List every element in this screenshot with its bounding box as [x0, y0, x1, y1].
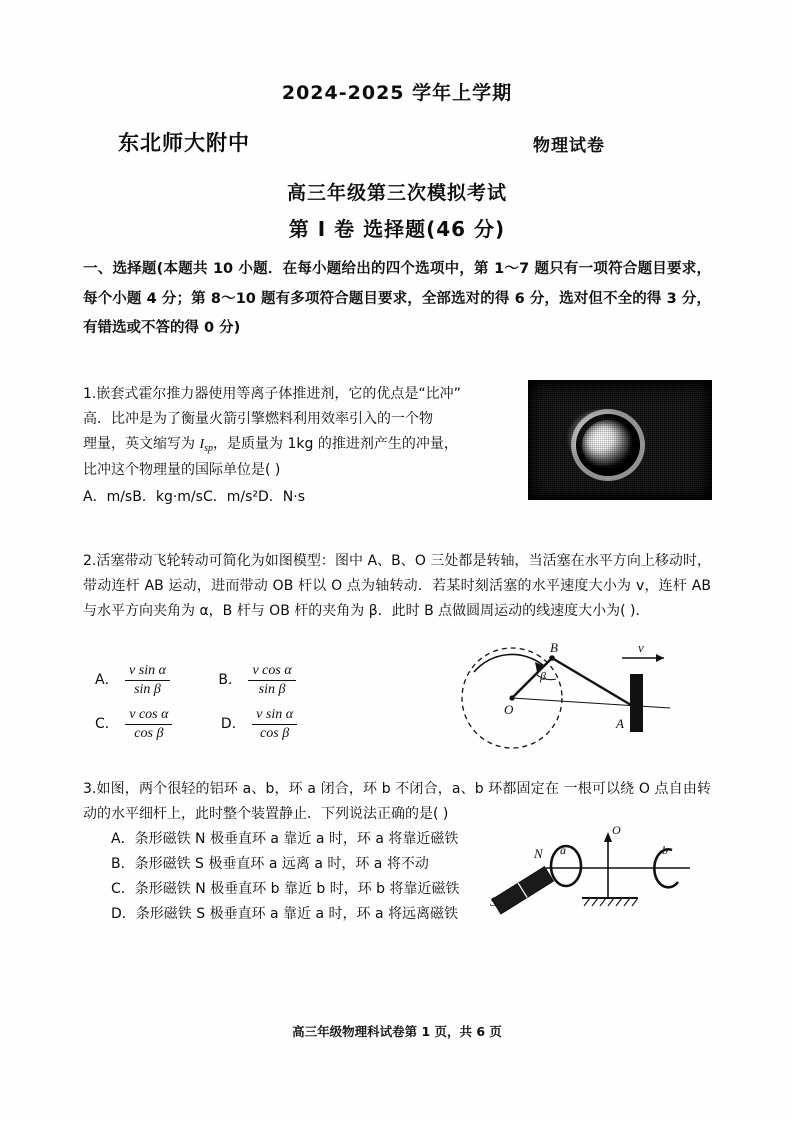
bar-magnet — [492, 867, 554, 914]
question-2-option-b — [218, 662, 297, 698]
question-2-option-a-label: A． — [95, 672, 119, 688]
header-subject: 物理试卷 — [533, 136, 605, 156]
rotation-arc — [474, 654, 544, 672]
label-v: v — [638, 640, 644, 655]
question-3-option-a-text: 条形磁铁 N 极垂直环 a 靠近 a 时，环 a 将靠近磁铁 — [134, 830, 459, 847]
question-2-options-row-1 — [95, 662, 298, 698]
question-1-stem-line3b: ，是质量为 1kg 的推进剂产生的冲量， — [213, 435, 458, 452]
question-2-number: 2. — [83, 553, 97, 569]
rod-ob — [512, 658, 552, 698]
question-1-stem-line4: 比冲这个物理量的国际单位是( ) — [83, 461, 281, 478]
question-1-number: 1. — [83, 386, 97, 402]
question-2-option-a-fraction — [125, 662, 170, 698]
label-ring-a: a — [560, 843, 566, 857]
pivot-arrowhead — [604, 832, 612, 842]
symbol-isp-subscript: sp — [204, 442, 214, 454]
question-1-option-d-text: N·s — [282, 488, 305, 505]
label-magnet-n: N — [534, 846, 543, 861]
question-1-stem-line3a: 理量，英文缩写为 — [83, 435, 200, 452]
question-2-option-b-numerator: v cos α — [252, 663, 292, 678]
header-part-title: 第 Ⅰ 卷 选择题(46 分) — [288, 217, 506, 241]
label-magnet-s: S — [490, 894, 497, 909]
question-3-option-a-label: A． — [111, 830, 135, 847]
question-2-options-row-2 — [95, 706, 299, 742]
question-2-option-a-numerator: v sin α — [129, 663, 166, 678]
question-3-option-d-text: 条形磁铁 S 极垂直环 a 靠近 a 时，环 a 将远离磁铁 — [135, 905, 459, 922]
header-exam-title: 高三年级第三次模拟考试 — [286, 182, 507, 204]
magnet-rings-svg — [486, 820, 712, 926]
question-2-option-d-label: D． — [220, 716, 246, 732]
label-beta: β — [540, 669, 546, 683]
question-2-option-d-numerator: v sin α — [256, 707, 294, 722]
question-1-option-c-text: m/s² — [226, 488, 258, 505]
question-1-stem-line2: 高．比冲是为了衡量火箭引擎燃料利用效率引入的一个物 — [83, 410, 433, 427]
label-a: A — [616, 716, 624, 731]
question-3-option-d-label: D． — [111, 905, 136, 922]
question-3-option-b-text: 条形磁铁 S 极垂直环 a 远离 a 时，环 a 将不动 — [134, 855, 429, 872]
question-2-option-c-denominator: cos β — [125, 724, 172, 743]
question-2-option-d-fraction — [252, 706, 297, 742]
page-footer: 高三年级物理科试卷第 1 页，共 6 页 — [292, 1024, 502, 1039]
question-1-option-a-text: m/s — [106, 488, 133, 505]
question-2-option-d — [221, 706, 299, 742]
axis-line — [512, 698, 670, 708]
ring-a — [551, 846, 581, 886]
piston-block — [630, 674, 643, 732]
question-2-option-a-denominator: sin β — [125, 680, 170, 699]
crank-piston-diagram — [440, 636, 712, 760]
question-2-option-a — [95, 662, 172, 698]
label-b: B — [550, 640, 558, 655]
question-3-option-b-label: B． — [111, 855, 135, 872]
question-3-option-c-text: 条形磁铁 N 极垂直环 b 靠近 b 时，环 b 将靠近磁铁 — [134, 880, 460, 897]
question-2-option-b-fraction — [248, 662, 295, 698]
question-2-option-c-numerator: v cos α — [129, 707, 169, 722]
symbol-isp: I — [199, 436, 205, 452]
rod-ab — [552, 658, 636, 708]
question-1-option-d-label: D． — [257, 488, 283, 505]
label-o: O — [504, 702, 514, 717]
question-2-option-b-label: B． — [218, 672, 242, 688]
question-2-option-c — [95, 706, 174, 742]
label-o-q3: O — [612, 823, 621, 837]
header-school-name: 东北师大附中 — [118, 131, 250, 155]
crank-piston-svg — [440, 636, 712, 760]
label-ring-b: b — [662, 843, 668, 857]
question-1 — [83, 382, 523, 510]
question-1-stem-line1: 嵌套式霍尔推力器使用等离子体推进剂，它的优点是“比冲” — [96, 386, 461, 402]
question-2 — [83, 549, 711, 624]
section-instruction: 一、选择题(本题共 10 小题．在每小题给出的四个选项中，第 1～7 题只有一项符合题目要求，每个小题 4 分；第 8～10 题有多项符合题目要求，全部选对的得 6 分，选对但不全的得 3 分，有错选或不答的得 0 分) — [83, 261, 711, 337]
ground-hatching — [584, 898, 638, 906]
question-1-option-b-text: kg·m/s — [155, 488, 203, 505]
question-1-option-c-label: C． — [202, 488, 227, 505]
question-3-stem: 如图，两个很轻的铝环 a、b，环 a 闭合，环 b 不闭合，a、b 环都固定在 一根可以绕 O 点自由转动的水平细杆上，此时整个装置静止．下列说法正确的是( ) — [83, 781, 711, 822]
question-1-option-b-label: B． — [132, 488, 156, 505]
question-3-number: 3. — [83, 781, 97, 797]
question-1-option-a-label: A． — [83, 488, 107, 505]
question-2-option-d-denominator: cos β — [252, 724, 297, 743]
question-2-option-c-fraction — [125, 706, 172, 742]
question-2-stem: 活塞带动飞轮转动可简化为如图模型：图中 A、B、O 三处都是转轴，当活塞在水平方向上移动时，带动连杆 AB 运动，进而带动 OB 杆以 O 点为轴转动．若某时刻活塞的水平速度大小为 v，连杆 AB 与水平方向夹角为 α，B 杆与 OB 杆的夹角为 β．此时 B 点做圆周运动的线速度大小为( )． — [83, 553, 711, 619]
magnet-rings-diagram — [486, 820, 712, 926]
question-1-options — [83, 485, 523, 510]
question-2-option-c-label: C． — [95, 716, 119, 732]
header-year-term: 2024-2025 学年上学期 — [281, 82, 513, 104]
velocity-arrowhead — [656, 654, 664, 662]
question-3-option-c-label: C． — [111, 880, 135, 897]
question-2-option-b-denominator: sin β — [248, 680, 295, 699]
angle-beta-arc — [536, 674, 556, 680]
hall-thruster-photo — [528, 380, 712, 500]
